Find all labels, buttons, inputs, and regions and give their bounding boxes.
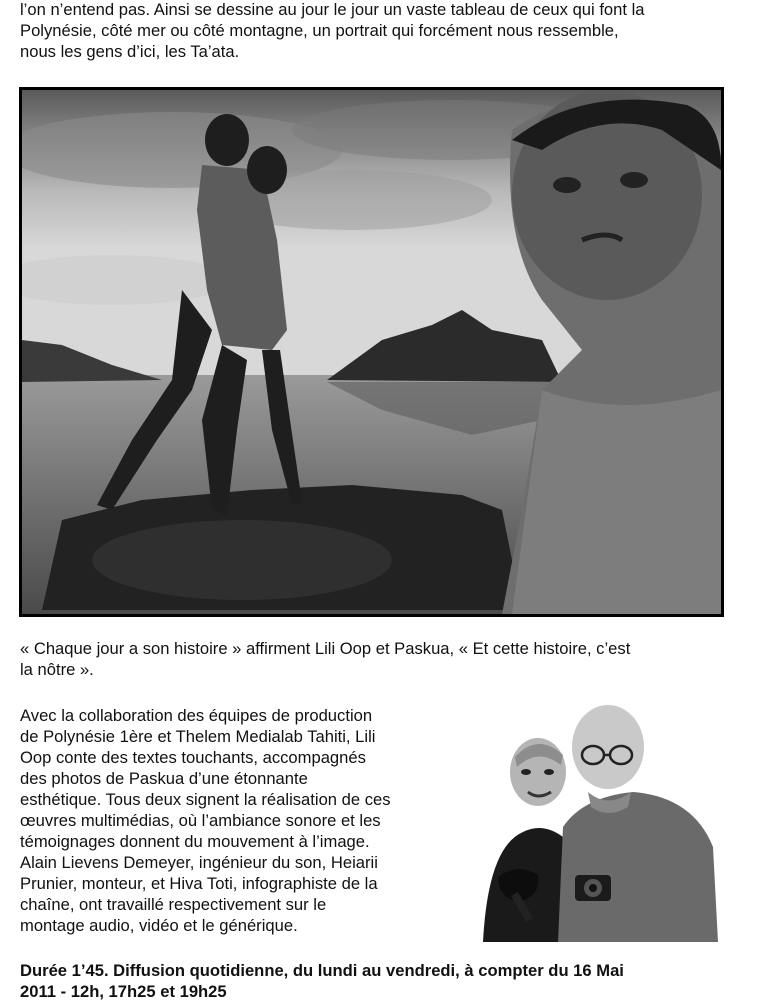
broadcast-info <box>20 960 730 1002</box>
body-paragraph <box>20 705 439 936</box>
text-line: chaîne, ont travaillé respectivement sur le <box>20 895 327 914</box>
quote-paragraph <box>20 638 730 680</box>
main-photo <box>19 87 724 617</box>
text-line: Oop conte des textes touchants, accompagnés <box>20 748 366 767</box>
text-line: œuvres multimédias, où l’ambiance sonore et les <box>20 811 381 830</box>
text-line: l’on n’entend pas. Ainsi se dessine au jour le jour un vaste tableau de ceux qui font la <box>20 0 645 19</box>
intro-paragraph <box>20 0 730 62</box>
text-line: témoignages donnent du mouvement à l’image. <box>20 832 370 851</box>
text-line: Prunier, monteur, et Hiva Toti, infographiste de la <box>20 874 378 893</box>
text-line: « Chaque jour a son histoire » affirment Lili Oop et Paskua, « Et cette histoire, c’est <box>20 639 631 658</box>
text-line: de Polynésie 1ère et Thelem Medialab Tahiti, Lili <box>20 727 376 746</box>
text-line: la nôtre ». <box>20 660 94 679</box>
authors-portrait <box>463 697 735 942</box>
text-line: des photos de Paskua d’une étonnante <box>20 769 308 788</box>
text-line: Polynésie, côté mer ou côté montagne, un portrait qui forcément nous ressemble, <box>20 21 619 40</box>
text-line: nous les gens d’ici, les Ta’ata. <box>20 42 240 61</box>
text-line: esthétique. Tous deux signent la réalisation de ces <box>20 790 391 809</box>
text-line: Alain Lievens Demeyer, ingénieur du son, Heiarii <box>20 853 378 872</box>
text-line: montage audio, vidéo et le générique. <box>20 916 298 935</box>
text-line: Avec la collaboration des équipes de production <box>20 706 373 725</box>
text-line: Durée 1’45. Diffusion quotidienne, du lundi au vendredi, à compter du 16 Mai <box>20 961 624 980</box>
text-line: 2011 - 12h, 17h25 et 19h25 <box>20 982 227 1001</box>
